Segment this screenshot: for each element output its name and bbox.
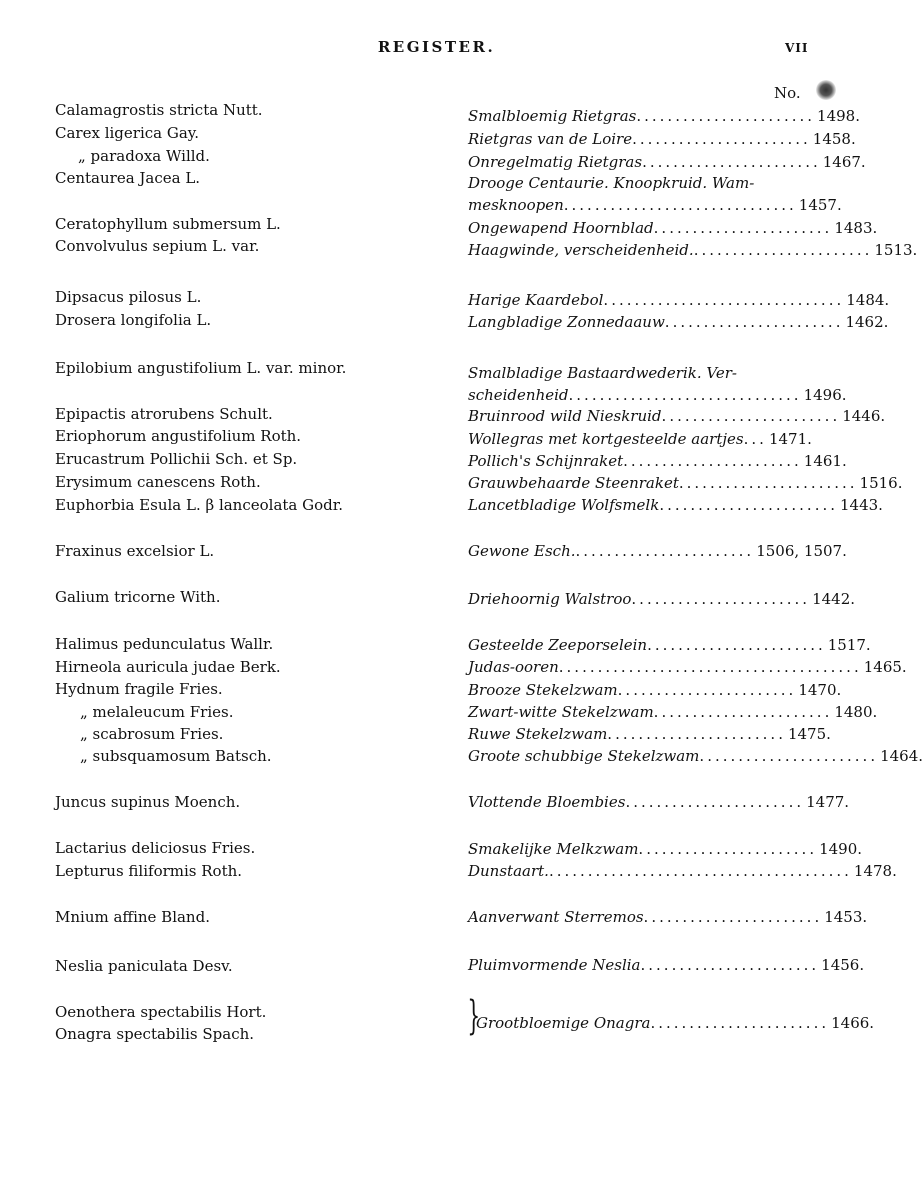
leader-dots: ....................... [617,681,797,699]
dutch-name: Lancetbladige Wolfsmelk [468,496,660,514]
entry-number: 1475. [787,725,831,743]
dutch-name: Grauwbehaarde Steenraket [468,474,679,492]
dutch-entry [468,541,847,561]
dutch-name: Haagwinde, verscheidenheid. [468,241,694,259]
dutch-name: Judas-ooren [468,658,559,676]
latin-name: Eriophorum angustifolium Roth. [55,427,302,445]
entry-number: 1457. [798,196,842,214]
leader-dots: ....................... [699,747,879,765]
entry-number: 1477. [806,793,850,811]
dutch-name: Vlottende Bloembies [468,793,626,811]
dutch-name: Groote schubbige Stekelzwam [468,747,700,765]
entry-number: 1516. [859,474,903,492]
entry-number: 1464. [880,747,923,765]
number-column-heading: No. [774,84,801,102]
leader-dots: ....................... [638,840,818,858]
leader-dots: .............................. [568,386,802,404]
dutch-entry-continued [468,385,847,405]
leader-dots: ............................... [603,291,845,309]
leader-dots: ....................... [642,153,821,171]
entry-number: 1513. [874,241,918,259]
dutch-entry [468,406,886,426]
dutch-entry [468,429,812,449]
dutch-entry [468,290,890,310]
dutch-name: Wollegras met kortgesteelde aartjes [468,430,744,448]
leader-dots: ....................... [632,130,811,148]
dutch-entry [468,724,831,744]
latin-name: Dipsacus pilosus L. [55,288,202,306]
dutch-name: Grootbloemige Onagra [476,1014,651,1032]
latin-name: Ceratophyllum submersum L. [55,215,281,233]
dutch-name: Driehoornig Walstroo [468,590,632,608]
dutch-name-continued: scheidenheid [468,386,569,404]
leader-dots: ....................... [625,793,805,811]
leader-dots: ....................... [631,590,811,608]
latin-name: Hydnum fragile Fries. [55,680,223,698]
dutch-name: Rietgras van de Loire [468,130,633,148]
entry-number: 1490. [819,840,863,858]
dutch-entry [468,152,866,172]
latin-name: Fraxinus excelsior L. [55,542,215,560]
leader-dots: ....................... [575,542,755,560]
dutch-entry [468,363,801,383]
entry-number: 1453. [824,908,868,926]
latin-name: Erucastrum Pollichii Sch. et Sp. [55,450,298,468]
grouping-brace: } [467,993,481,1039]
leader-dots: ....................... [607,725,786,743]
dutch-entry [468,106,860,126]
latin-name: Carex ligerica Gay. [55,124,200,142]
entry-number: 1462. [845,313,889,331]
leader-dots: ....................... [650,1014,830,1032]
leader-dots: ....................... [643,908,823,926]
dutch-name: Smalbladige Bastaardwederik. Ver- [468,364,737,382]
dutch-name: Onregelmatig Rietgras [468,153,643,171]
entry-number: 1498. [817,107,860,125]
leader-dots: ....................... [640,956,820,974]
leader-dots: ....................... [664,313,844,331]
dutch-name: Gesteelde Zeeporselein [468,636,648,654]
leader-dots: ....................................... [548,862,852,880]
entry-number: 1442. [812,590,856,608]
dutch-entry-continued [468,195,842,215]
dutch-name-continued: mesknoopen [468,196,564,214]
dutch-name: Gewone Esch. [468,542,576,560]
dutch-name: Langbladige Zonnedaauw [468,313,665,331]
dutch-entry [468,746,923,766]
dutch-name: Aanverwant Sterremos [468,908,644,926]
leader-dots: .............................. [563,196,797,214]
latin-name: Mnium affine Bland. [55,908,210,926]
leader-dots: ....................... [636,107,816,125]
page-number: VII [785,41,809,55]
dutch-name: Ongewapend Hoornblad [468,219,654,237]
entry-number: 1478. [853,862,897,880]
entry-number: 1496. [803,386,847,404]
entry-number: 1446. [842,407,886,425]
dutch-name: Dunstaart. [468,862,549,880]
latin-name: Centaurea Jacea L. [55,169,201,187]
entry-number: 1470. [798,681,842,699]
dutch-entry [468,792,850,812]
latin-name: Drosera longifolia L. [55,311,212,329]
entry-number: 1465. [863,658,907,676]
latin-name: Erysimum canescens Roth. [55,473,261,491]
latin-name: Oenothera spectabilis Hort. [55,1003,267,1021]
dutch-entry [468,589,856,609]
dutch-name: Smakelijke Melkzwam [468,840,639,858]
leader-dots: ....................... [653,703,833,721]
dutch-entry [468,240,918,260]
dutch-entry [468,907,868,927]
dutch-entry [468,861,897,881]
latin-name: „ subsquamosum Batsch. [80,747,272,765]
dutch-entry [468,173,801,193]
dutch-name: Ruwe Stekelzwam [468,725,608,743]
dutch-name: Smalbloemig Rietgras [468,107,637,125]
latin-name: Epilobium angustifolium L. var. minor. [55,359,347,377]
latin-name-synonym: Onagra spectabilis Spach. [55,1025,255,1043]
entry-number: 1443. [840,496,883,514]
dutch-entry [476,1013,875,1033]
latin-name: Convolvulus sepium L. var. [55,237,260,255]
dutch-entry [468,129,856,149]
dutch-name: Pollich's Schijnraket [468,452,624,470]
latin-name: Lactarius deliciosus Fries. [55,839,256,857]
leader-dots: ....................... [659,496,838,514]
latin-name: Galium tricorne With. [55,588,221,606]
leader-dots: ....................... [653,219,833,237]
leader-dots: ....................... [693,241,873,259]
dutch-entry [468,312,889,332]
entry-number: 1483. [834,219,878,237]
entry-number: 1456. [821,956,865,974]
leader-dots: ... [743,430,767,448]
dutch-entry [468,839,863,859]
leader-dots: ....................... [678,474,858,492]
leader-dots: ....................... [647,636,826,654]
latin-name: Calamagrostis stricta Nutt. [55,101,263,119]
latin-name: Lepturus filiformis Roth. [55,862,243,880]
latin-name: „ melaleucum Fries. [80,703,234,721]
dutch-name: Bruinrood wild Nieskruid [468,407,662,425]
dutch-entry [468,955,865,975]
dutch-entry [468,680,842,700]
dutch-name: Pluimvormende Neslia [468,956,641,974]
ink-smudge [816,80,836,100]
entry-number: 1471. [768,430,812,448]
dutch-name: Harige Kaardebol [468,291,604,309]
latin-name: Euphorbia Esula L. β lanceolata Godr. [55,496,344,514]
leader-dots: ....................................... [558,658,862,676]
entry-number: 1467. [822,153,866,171]
entry-number: 1517. [827,636,871,654]
latin-name: Neslia paniculata Desv. [55,957,233,975]
dutch-name: Zwart-witte Stekelzwam [468,703,654,721]
dutch-entry [468,657,907,677]
latin-name: „ scabrosum Fries. [80,725,224,743]
dutch-entry [468,218,878,238]
latin-name: Juncus supinus Moench. [55,793,241,811]
leader-dots: ....................... [661,407,841,425]
latin-name: Halimus pedunculatus Wallr. [55,635,274,653]
entry-number: 1480. [834,703,878,721]
dutch-name: Drooge Centaurie. Knoopkruid. Wam- [468,174,755,192]
entry-number: 1466. [831,1014,875,1032]
leader-dots: ....................... [623,452,802,470]
entry-number: 1506, 1507. [756,542,847,560]
latin-name: Epipactis atrorubens Schult. [55,405,273,423]
dutch-entry [468,473,903,493]
latin-name: „ paradoxa Willd. [78,147,210,165]
dutch-name: Brooze Stekelzwam [468,681,618,699]
dutch-entry [468,635,871,655]
entry-number: 1461. [803,452,847,470]
dutch-entry [468,451,847,471]
page-title: REGISTER. [377,38,496,56]
entry-number: 1458. [812,130,856,148]
dutch-entry [468,702,878,722]
entry-number: 1484. [846,291,890,309]
latin-name: Hirneola auricula judae Berk. [55,658,281,676]
dutch-entry [468,495,883,515]
